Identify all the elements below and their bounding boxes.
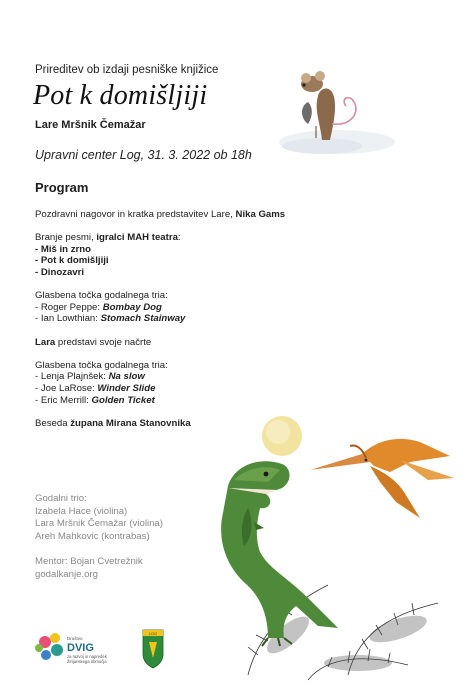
- author-name: Lare Mršnik Čemažar: [35, 119, 146, 131]
- logos-svg: [33, 628, 233, 674]
- music-heading-2: Glasbena točka godalnega tria:: [35, 359, 168, 371]
- event-intro: Prireditev ob izdaji pesniške knjižice: [35, 64, 219, 76]
- dvig-small-label: Društvo: [67, 636, 83, 641]
- trio-member: Lara Mršnik Čemažar (violina): [35, 518, 163, 530]
- music-item: - Roger Peppe: Bombay Dog: [35, 301, 162, 313]
- dvig-tagline-1: za razvoj in napredek: [67, 654, 107, 659]
- music-heading-1: Glasbena točka godalnega tria:: [35, 290, 168, 302]
- closing-line: Beseda župana Mirana Stanovnika: [35, 417, 191, 429]
- reading-line: Branje pesmi, igralci MAH teatra:: [35, 232, 181, 244]
- crest-text: LOG: [148, 631, 158, 636]
- welcome-speaker: Nika Gams: [235, 209, 286, 220]
- plans-line: Lara predstavi svoje načrte: [35, 336, 152, 348]
- welcome-line: Pozdravni nagovor in kratka predstavitev Lare, Nika Gams: [35, 209, 286, 220]
- program-heading: Program: [35, 180, 89, 195]
- music-item: - Eric Merrill: Golden Ticket: [35, 394, 155, 406]
- website: godalkanje.org: [35, 568, 98, 580]
- music-item: - Ian Lowthian: Stomach Stainway: [35, 313, 186, 325]
- trio-member: Izabela Hace (violina): [35, 505, 128, 517]
- theater-actors: igralci MAH teatra: [96, 232, 178, 244]
- trio-heading: Godalni trio:: [35, 493, 87, 504]
- venue-date: Upravni center Log, 31. 3. 2022 ob 18h: [35, 148, 252, 162]
- music-item: - Lenja Plajnšek: Na slow: [35, 371, 145, 383]
- poem-item: - Pot k domišljiji: [35, 255, 109, 267]
- music-item: - Joe LaRose: Winder Slide: [35, 382, 156, 394]
- sponsor-logos: [33, 628, 233, 679]
- mentor: Mentor: Bojan Cvetrežnik: [35, 555, 143, 567]
- dvig-logo-icon: [35, 633, 63, 660]
- program-list: [35, 209, 335, 429]
- dvig-tagline-2: Žirijanskega območja: [67, 659, 107, 664]
- dinosaur-illustration: [188, 448, 398, 648]
- dvig-name: DVIG: [67, 642, 94, 654]
- trio-info: [35, 493, 163, 581]
- book-title: Pot k domišljiji: [33, 80, 208, 111]
- poem-item: - Miš in zrno: [35, 243, 91, 255]
- trio-member: Areh Mahkovic (kontrabas): [35, 530, 150, 542]
- poem-item: - Dinozavri: [35, 266, 85, 278]
- municipality-crest-icon: [143, 630, 163, 668]
- mouse-on-cloud-illustration: [262, 62, 412, 162]
